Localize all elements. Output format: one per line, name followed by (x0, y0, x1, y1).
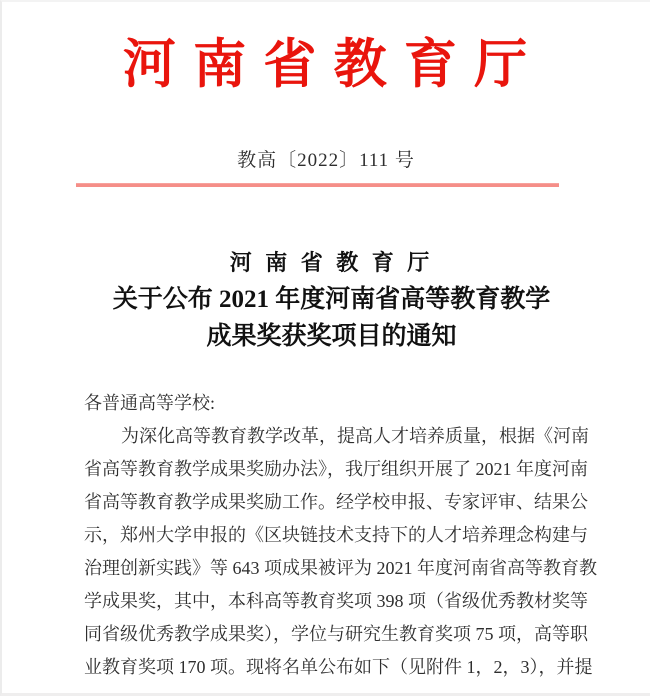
body-line: 省高等教育教学成果奖励工作。经学校申报、专家评审、结果公 (84, 492, 588, 512)
letterhead-title: 河 南 省 教 育 厅 (122, 36, 530, 94)
document-number: 教高〔2022〕111 号 (237, 150, 415, 171)
body-line: 为深化高等教育教学改革，提高人才培养质量，根据《河南 (121, 426, 589, 446)
salutation: 各普通高等学校: (84, 393, 216, 413)
red-divider-rule (76, 183, 559, 187)
notice-title-line-3: 成果奖获奖项目的通知 (206, 323, 457, 350)
body-line: 学成果奖，其中，本科高等教育奖项 398 项（省级优秀教材奖等 (84, 591, 588, 611)
body-line: 省高等教育教学成果奖励办法》，我厅组织开展了 2021 年度河南 (84, 459, 588, 479)
body-line: 治理创新实践》等 643 项成果被评为 2021 年度河南省高等教育教 (84, 558, 597, 578)
notice-title-line-2: 关于公布 2021 年度河南省高等教育教学 (112, 286, 551, 313)
notice-title-issuer: 河 南 省 教 育 厅 (229, 250, 434, 275)
body-paragraph (84, 387, 597, 684)
body-line: 示，郑州大学申报的《区块链技术支持下的人才培养理念构建与 (84, 525, 588, 545)
body-line: 业教育奖项 170 项。现将名单公布如下（见附件 1，2，3），并提 (84, 657, 593, 677)
body-line: 同省级优秀教学成果奖），学位与研究生教育奖项 75 项，高等职 (84, 624, 588, 644)
notice-title (86, 245, 577, 355)
